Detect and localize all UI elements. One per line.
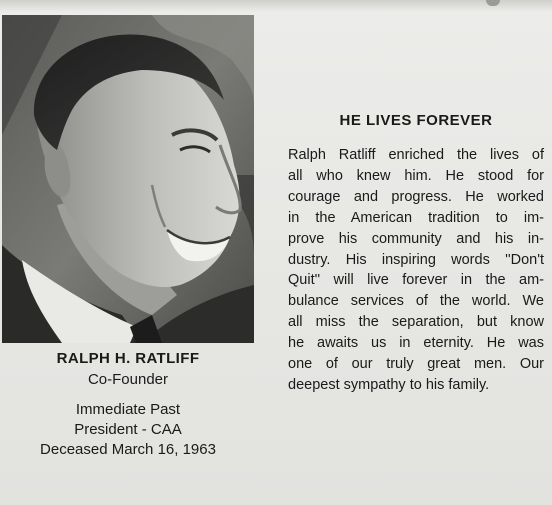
photo-caption (0, 350, 256, 460)
tribute-line: all miss the separation, but know (288, 314, 544, 331)
caption-status-line: Deceased March 16, 1963 (40, 441, 216, 458)
caption-status (0, 400, 256, 460)
tribute-heading: HE LIVES FOREVER (339, 112, 493, 129)
caption-status-line: Immediate Past (75, 401, 181, 418)
caption-name: RALPH H. RATLIFF (56, 350, 200, 367)
tribute-line: prove his community and his in- (288, 230, 544, 247)
tribute-line: bulance services of the world. We (288, 293, 544, 310)
portrait-photo (2, 15, 254, 343)
tribute-line: Quit'' will live forever in the am- (288, 272, 544, 289)
tribute-line: courage and progress. He worked (288, 188, 544, 205)
tribute-line: Ralph Ratliff enriched the lives of (288, 147, 544, 163)
tribute-line: one of our truly great men. Our (288, 356, 544, 373)
caption-status-line: President - CAA (74, 421, 182, 438)
tribute-line: deepest sympathy to his family. (288, 376, 490, 393)
tribute-line: dustry. His inspiring words ''Don't (288, 251, 544, 268)
page-fold-shadow (0, 0, 552, 12)
caption-role: Co-Founder (87, 371, 169, 388)
tribute-text (288, 145, 544, 396)
tribute-line: all who knew him. He stood for (288, 167, 544, 184)
tribute-line: in the American tradition to im- (288, 209, 544, 226)
tribute-line: he awaits us in eternity. He was (288, 335, 544, 352)
